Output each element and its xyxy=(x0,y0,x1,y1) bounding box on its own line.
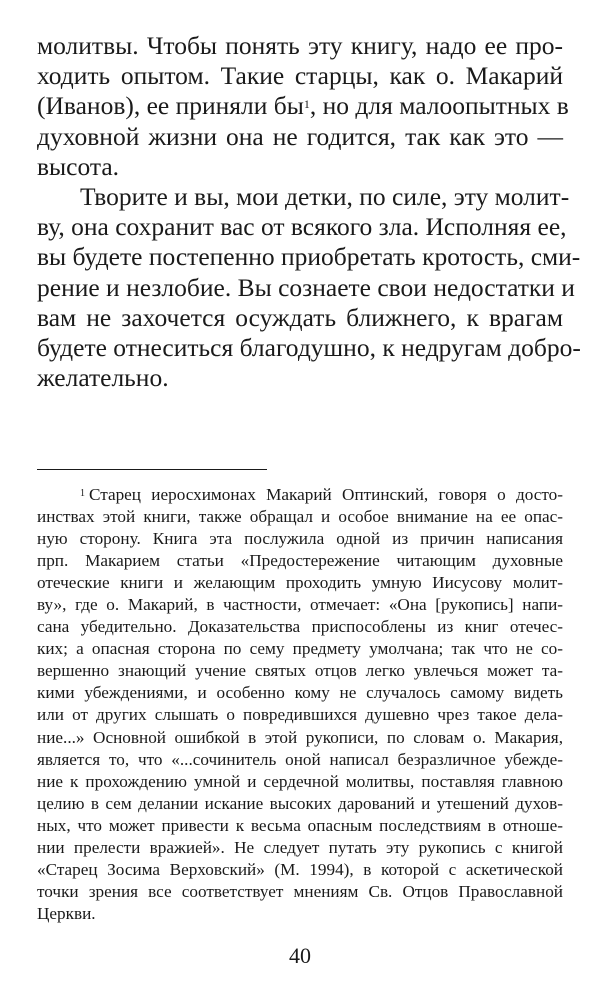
main-text-line: высота. xyxy=(37,151,120,181)
footnote-line: ние...» Основной ошибкой в этой рукописи, по словам о. Макария, xyxy=(37,727,563,747)
main-text-fragment: , но для малоопытных в xyxy=(309,91,569,121)
footnote-reference[interactable]: 1 xyxy=(303,97,310,112)
main-text-line: желательно. xyxy=(37,363,169,393)
main-text-line: ходить опытом. Такие старцы, как о. Макарий xyxy=(37,61,563,91)
main-text-line: духовной жизни она не годится, так как это — xyxy=(37,121,563,151)
footnote-line: или от других слышать о повредившихся душевно чрез такое дела- xyxy=(37,705,563,725)
footnote-line: ву», где о. Макарий, в частности, отмечает: «Она [рукопись] напи- xyxy=(37,595,563,615)
main-text-line: ву, она сохранит вас от всякого зла. Исполняя ее, xyxy=(37,212,567,242)
main-text-line: будете отнеситься благодушно, к недругам добро- xyxy=(37,332,581,362)
footnote-separator xyxy=(37,469,267,470)
main-text-line: молитвы. Чтобы понять эту книгу, надо ее про- xyxy=(37,31,563,60)
footnote-text: Старец иеросхимонах Макарий Оптинский, говоря о досто- xyxy=(89,485,563,504)
main-text xyxy=(37,31,581,393)
footnote-line: кими убеждениями, и особенно кому не случалось самому видеть xyxy=(37,683,563,703)
footnote-line: точки зрения все соответствует мнениям Св. Отцов Православной xyxy=(37,881,563,901)
footnote-line: является то, что «...сочинитель оной написал безразличное убежде- xyxy=(37,749,563,769)
footnote-line: вершенно знающий учение святых отцов легко увлечься может та- xyxy=(37,661,563,681)
footnote-line xyxy=(37,484,563,506)
footnote-line: ную сторону. Книга эта послужила одной из причин написания xyxy=(37,529,563,549)
footnote-line: прп. Макарием статьи «Предостережение читающим духовные xyxy=(37,551,563,571)
footnote-line: нии прелести вражией». Не следует путать эту рукопись с книгой xyxy=(37,837,563,857)
footnote-line: ких; а опасная сторона по сему предмету умолчана; так что не со- xyxy=(37,639,563,659)
main-text-line: Творите и вы, мои детки, по силе, эту молит- xyxy=(80,181,570,211)
main-text-fragment: (Иванов), ее приняли бы xyxy=(37,91,304,121)
footnote-line: инствах этой книги, также обращал и особое внимание на ее опас- xyxy=(37,507,563,527)
page-number: 40 xyxy=(289,943,311,968)
footnote-line: сана убедительно. Доказательства приспособлены из книг отечес- xyxy=(37,617,563,637)
footnote-line: целию в сем делании искание высоких дарований и утешений духов- xyxy=(37,793,563,813)
main-text-line: рение и незлобие. Вы сознаете свои недостатки и xyxy=(37,272,575,302)
main-text-line: вам не захочется осуждать ближнего, к врагам xyxy=(37,302,563,332)
footnote-line: Церкви. xyxy=(37,903,96,923)
footnote-line: «Старец Зосима Верховский» (М. 1994), в которой с аскетической xyxy=(37,859,563,879)
footnote-line: ние к прохождению умной и сердечной молитвы, поставляя главною xyxy=(37,771,563,791)
main-text-line-with-footnote-ref xyxy=(37,91,569,121)
footnote xyxy=(37,484,563,925)
main-text-line: вы будете постепенно приобретать кротость, сми- xyxy=(37,242,581,272)
footnote-marker: 1 xyxy=(80,488,85,499)
footnote-line: отеческие книги и желающим проходить умную Иисусову молит- xyxy=(37,573,563,593)
footnote-line: ных, что может привести к весьма опасным последствиям в отноше- xyxy=(37,815,563,835)
